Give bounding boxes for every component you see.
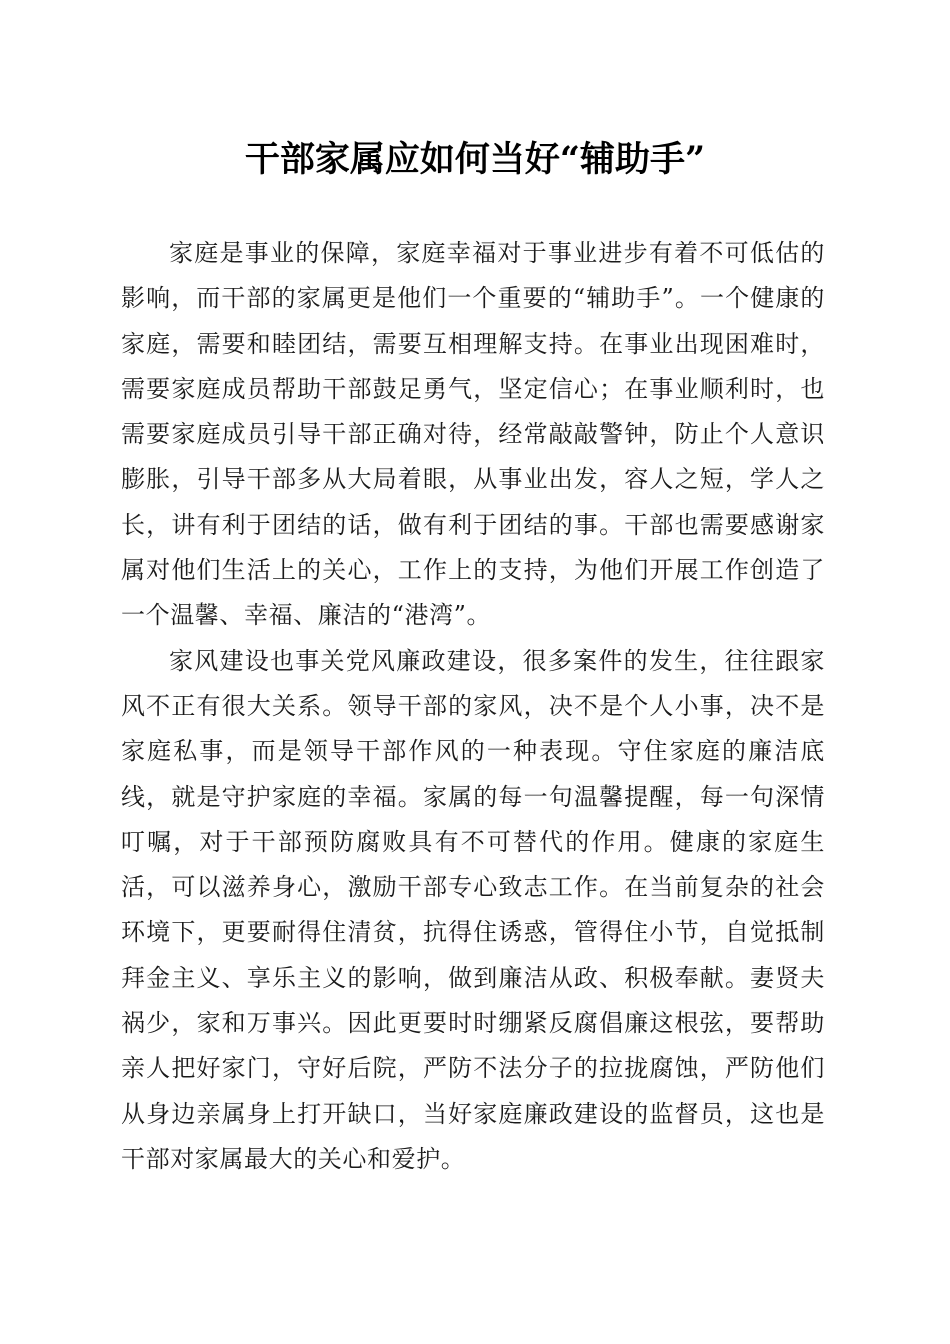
document-title: 干部家属应如何当好“辅助手” (244, 139, 706, 180)
paragraph-1: 家庭是事业的保障，家庭幸福对于事业进步有着不可低估的影响，而干部的家属更是他们一个重要的“辅助手”。一个健康的家庭，需要和睦团结，需要互相理解支持。在事业出现困难时，需要家庭成员帮助干部鼓足勇气，坚定信心；在事业顺利时，也需要家庭成员引导干部正确对待，经常敲敲警钟，防止个人意识膨胀，引导干部多从大局着眼，从事业出发，容人之短，学人之长，讲有利于团结的话，做有利于团结的事。干部也需要感谢家属对他们生活上的关心，工作上的支持，为他们开展工作创造了一个温馨、幸福、廉洁的“港湾”。 (121, 239, 825, 630)
paragraph-2: 家风建设也事关党风廉政建设，很多案件的发生，往往跟家风不正有很大关系。领导干部的家风，决不是个人小事，决不是家庭私事，而是领导干部作风的一种表现。守住家庭的廉洁底线，就是守护家庭的幸福。家属的每一句温馨提醒，每一句深情叮嘱，对于干部预防腐败具有不可替代的作用。健康的家庭生活，可以滋养身心，激励干部专心致志工作。在当前复杂的社会环境下，更要耐得住清贫，抗得住诱惑，管得住小节，自觉抵制拜金主义、享乐主义的影响，做到廉洁从政、积极奉献。妻贤夫祸少，家和万事兴。因此更要时时绷紧反腐倡廉这根弦，要帮助亲人把好家门，守好后院，严防不法分子的拉拢腐蚀，严防他们从身边亲属身上打开缺口，当好家庭廉政建设的监督员，这也是干部对家属最大的关心和爱护。 (121, 646, 825, 1173)
document-body (121, 231, 825, 1182)
